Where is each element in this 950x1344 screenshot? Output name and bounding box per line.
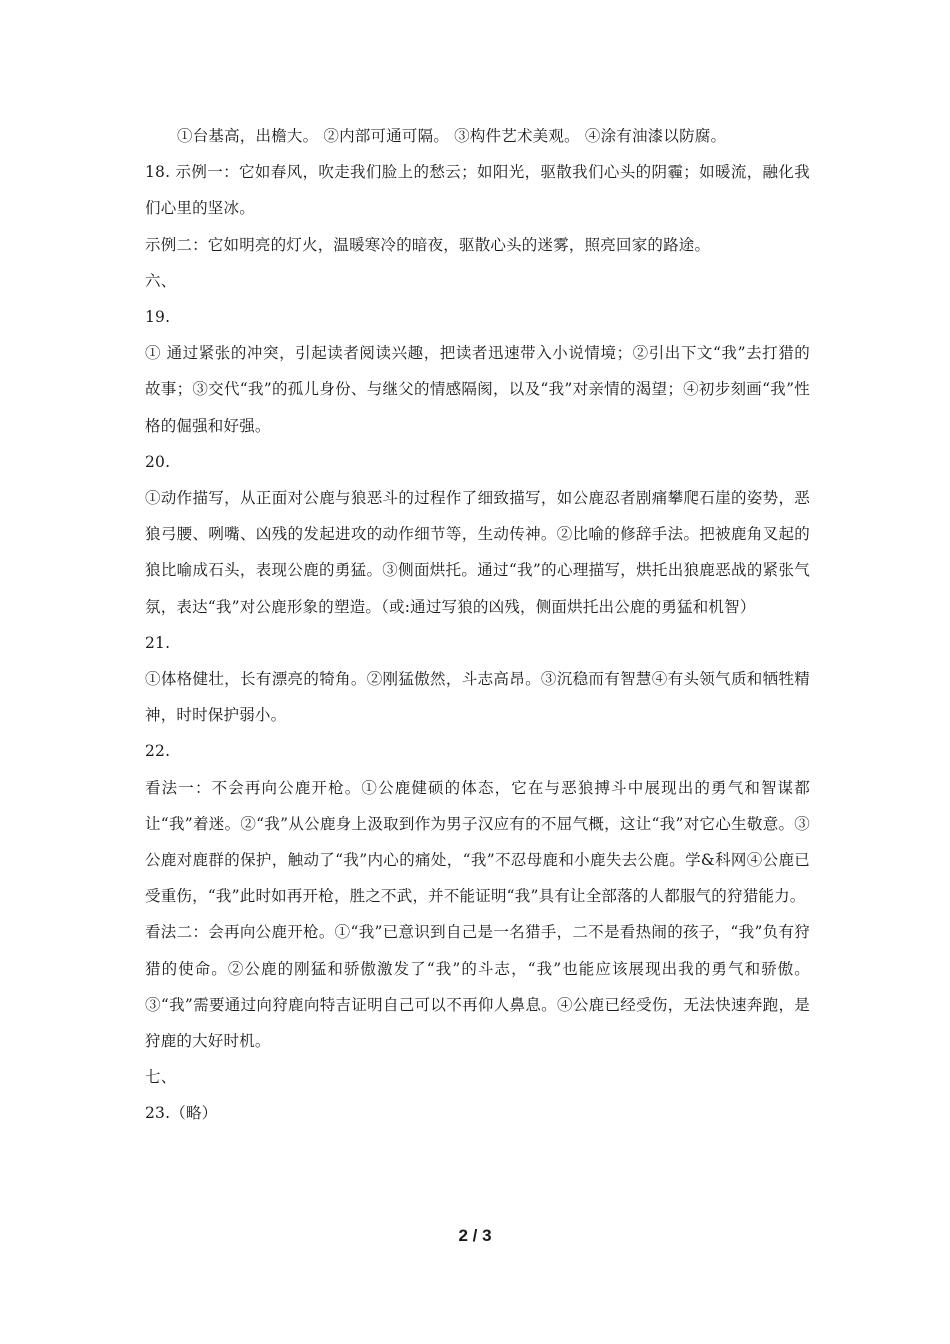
answer-17-line: ①台基高，出檐大。 ②内部可通可隔。 ③构件艺术美观。 ④涂有油漆以防腐。 [177, 127, 727, 145]
question-19-number: 19. [145, 308, 171, 327]
answer-18-example-1: 18. 示例一：它如春风，吹走我们脸上的愁云；如阳光，驱散我们心头的阴霾；如暖流，融化我们心里的坚冰。 [145, 163, 810, 218]
answer-19: ① 通过紧张的冲突，引起读者阅读兴趣，把读者迅速带入小说情境；②引出下文“我”去打猎的故事；③交代“我”的孤儿身份、与继父的情感隔阂，以及“我”对亲情的渴望；④初步刻画“我”性格的倔强和好强。 [145, 344, 810, 435]
answer-22-view-2: 看法二：会再向公鹿开枪。①“我”已意识到自己是一名猎手，二不是看热闹的孩子，“我”负有狩猎的使命。②公鹿的刚猛和骄傲激发了“我”的斗志，“我”也能应该展现出我的勇气和骄傲。③“我”需要通过向狩鹿向特吉证明自己可以不再仰人鼻息。④公鹿已经受伤，无法快速奔跑，是狩鹿的大好时机。 [145, 923, 810, 1051]
section-6-heading: 六、 [145, 271, 177, 290]
document-body [145, 118, 810, 1132]
answer-21: ①体格健壮，长有漂亮的犄角。②刚猛傲然，斗志高昂。③沉稳而有智慧④有头领气质和牺牲精神，时时保护弱小。 [145, 670, 810, 725]
page-number: 2 / 3 [458, 1226, 492, 1245]
answer-20: ①动作描写，从正面对公鹿与狼恶斗的过程作了细致描写，如公鹿忍者剧痛攀爬石崖的姿势，恶狼弓腰、咧嘴、凶残的发起进攻的动作细节等，生动传神。②比喻的修辞手法。把被鹿角叉起的狼比喻成石头，表现公鹿的勇猛。③侧面烘托。通过“我”的心理描写，烘托出狼鹿恶战的紧张气氛，表达“我”对公鹿形象的塑造。（或:通过写狼的凶残，侧面烘托出公鹿的勇猛和机智） [145, 489, 810, 616]
question-20-number: 20. [145, 452, 171, 471]
answer-22-view-1: 看法一：不会再向公鹿开枪。①公鹿健硕的体态，它在与恶狼搏斗中展现出的勇气和智谋都让“我”着迷。②“我”从公鹿身上汲取到作为男子汉应有的不屈气概，这让“我”对它心生敬意。③公鹿对鹿群的保护，触动了“我”内心的痛处，“我”不忍母鹿和小鹿失去公鹿。学&科网④公鹿已受重伤，“我”此时如再开枪，胜之不武，并不能证明“我”具有让全部落的人都服气的狩猎能力。 [145, 778, 810, 906]
section-7-heading: 七、 [145, 1068, 177, 1087]
question-21-number: 21. [145, 633, 171, 652]
answer-18-example-2: 示例二：它如明亮的灯火，温暖寒冷的暗夜，驱散心头的迷雾，照亮回家的路途。 [145, 235, 711, 254]
question-23: 23.（略） [145, 1104, 218, 1123]
question-22-number: 22. [145, 742, 171, 761]
